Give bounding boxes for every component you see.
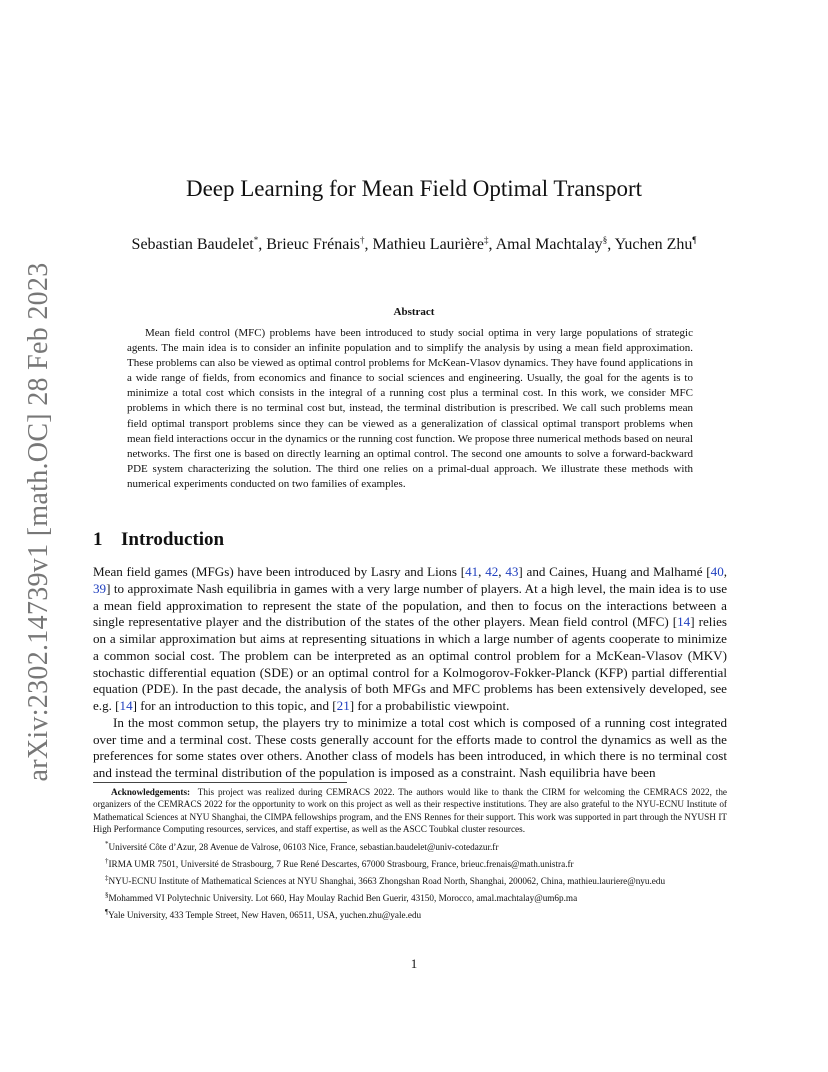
citation-link[interactable]: 43 bbox=[505, 564, 519, 579]
section-title: Introduction bbox=[121, 529, 225, 550]
intro-paragraph-1 bbox=[93, 564, 727, 715]
affiliation-text: NYU-ECNU Institute of Mathematical Sciences at NYU Shanghai, 3663 Zhongshan Road North, Shanghai, 200062, China, mathieu.lauriere@nyu.edu bbox=[108, 875, 666, 886]
citation-link[interactable]: 40 bbox=[710, 564, 724, 579]
section-heading bbox=[93, 529, 224, 551]
abstract-text: Mean field control (MFC) problems have been introduced to study social optima in very large populations of strategic agents. The main idea is to consider an infinite population and to simplify the analysis by using a mean field approximation. These problems can also be viewed as optimal control problems for McKean-Vlasov dynamics. They have found applications in a wide range of fields, from economics and finance to social sciences and engineering. Usually, the goal for the agents is to minimize a total cost which consists in the integral of a running cost plus a terminal cost. In this work, we consider MFC problems in which there is no terminal cost but, instead, the terminal distribution is prescribed. We call such problems mean field optimal transport problems since they can be viewed as a generalization of classical optimal transport problems when mean field interactions occur in the dynamics or the running cost function. We propose three numerical methods based on neural networks. The first one is based on directly learning an optimal control. The second one amounts to solve a forward-backward PDE system characterizing the solution. The third one relies on a primal-dual approach. We illustrate these methods with numerical experiments conducted on two families of examples. bbox=[127, 327, 693, 490]
paragraph-text: ] for a probabilistic viewpoint. bbox=[349, 698, 510, 713]
paragraph-text: ] to approximate Nash equilibria in games with a very large number of players. At a high level, the main idea is to use a mean field approximation to represent the state of the population, and then to focus on the interactions between a single representative player and the distribution of the states of the other players. Mean field control (MFC) [ bbox=[93, 580, 727, 630]
paragraph-text: Mean field games (MFGs) have been introduced by Lasry and Lions [ bbox=[93, 564, 466, 579]
footnote-mark: ‡ bbox=[105, 873, 109, 882]
affiliation-footnote bbox=[93, 906, 727, 921]
paragraph-text: ] for an introduction to this topic, and [ bbox=[132, 698, 337, 713]
author-name: Yuchen Zhu bbox=[614, 236, 693, 253]
acknowledgements-text: This project was realized during CEMRACS 2022. The authors would like to thank the CIRM for welcoming the CEMRACS 2022, the organizers of the CEMRACS 2022 for the opportunity to work on this project as well as their respective institutions. They are also grateful to the NYU-ECNU Institute of Mathematical Sciences at NYU Shanghai, the CIMPA fellowships program, and the ENS Rennes for their support. This work was supported in part through the NYUSH IT High Performance Computing resources, services, and staff expertise, as well as the ASCC Toubkal cluster resources. bbox=[93, 787, 727, 835]
page-number: 1 bbox=[410, 956, 418, 971]
author-footnote-mark: ‡ bbox=[483, 235, 489, 245]
affiliation-text: IRMA UMR 7501, Université de Strasbourg, 7 Rue René Descartes, 67000 Strasbourg, France, brieuc.frenais@math.unistra.fr bbox=[108, 858, 574, 869]
arxiv-identifier: arXiv:2302.14739v1 [math.OC] 28 Feb 2023 bbox=[23, 262, 54, 782]
paragraph-text: ] relies on a similar approximation but aims at representing situations in which a large number of agents cooperate to minimize a common social cost. The problem can be interpreted as an optimal control problem for a McKean-Vlasov (MKV) stochastic differential equation (SDE) or an optimal control for a Kolmogorov-Fokker-Planck (KFP) partial differential equation (PDE). In the past decade, the analysis of both MFGs and MFC problems has been extensively developed, see e.g. [ bbox=[93, 614, 727, 713]
footnote-rule bbox=[93, 782, 347, 783]
section-number: 1 bbox=[93, 529, 103, 550]
citation-link[interactable]: 42 bbox=[485, 564, 499, 579]
affiliation-text: Yale University, 433 Temple Street, New Haven, 06511, USA, yuchen.zhu@yale.edu bbox=[108, 909, 422, 920]
intro-paragraph-2: In the most common setup, the players try to minimize a total cost which is composed of a running cost integrated over time and a terminal cost. These costs generally account for the efforts made to control the dynamics as well as the preferences for some states over others. Another class of models has been introduced, in which there is no terminal cost and instead the terminal distribution of the population is imposed as a constraint. Nash equilibria have been bbox=[93, 714, 727, 780]
author-footnote-mark: ¶ bbox=[692, 235, 697, 245]
author-name: Sebastian Baudelet bbox=[131, 236, 254, 253]
affiliation-list bbox=[93, 838, 727, 921]
author-footnote-mark: † bbox=[359, 235, 365, 245]
author-name: Mathieu Laurière bbox=[372, 236, 484, 253]
affiliation-footnote bbox=[93, 838, 727, 853]
author-name: Amal Machtalay bbox=[495, 236, 603, 253]
author-footnote-mark: § bbox=[602, 235, 608, 245]
body-text bbox=[93, 564, 727, 782]
arxiv-stamp-container bbox=[24, 262, 54, 782]
author-footnote-mark: * bbox=[253, 235, 259, 245]
author-separator: , bbox=[607, 236, 615, 253]
paragraph-text: , bbox=[478, 564, 486, 579]
footnotes bbox=[93, 786, 727, 922]
author-name: Brieuc Frénais bbox=[266, 236, 360, 253]
footnote-mark: ¶ bbox=[105, 907, 109, 916]
author-separator: , bbox=[488, 236, 496, 253]
footnote-mark: * bbox=[105, 839, 109, 848]
citation-link[interactable]: 21 bbox=[336, 698, 350, 713]
citation-link[interactable]: 14 bbox=[119, 698, 133, 713]
acknowledgements-label: Acknowledgements: bbox=[111, 787, 191, 797]
author-separator: , bbox=[258, 236, 267, 253]
footnote-mark: † bbox=[105, 856, 109, 865]
citation-link[interactable]: 14 bbox=[677, 614, 691, 630]
affiliation-text: Université Côte d’Azur, 28 Avenue de Valrose, 06103 Nice, France, sebastian.baudelet@univ-cotedazur.fr bbox=[108, 841, 499, 852]
affiliation-text: Mohammed VI Polytechnic University. Lot 660, Hay Moulay Rachid Ben Guerir, 43150, Morocco, amal.machtalay@um6p.ma bbox=[108, 892, 578, 903]
author-separator: , bbox=[364, 236, 373, 253]
paragraph-text: , bbox=[498, 564, 506, 579]
acknowledgements bbox=[93, 786, 727, 836]
paragraph-text: ] and Caines, Huang and Malhamé [ bbox=[518, 564, 711, 579]
citation-link[interactable]: 39 bbox=[93, 580, 107, 596]
footnote-mark: § bbox=[105, 890, 109, 899]
affiliation-footnote bbox=[93, 889, 727, 904]
affiliation-footnote bbox=[93, 872, 727, 887]
abstract-heading: Abstract bbox=[393, 306, 435, 318]
citation-link[interactable]: 41 bbox=[465, 564, 479, 579]
paper-title: Deep Learning for Mean Field Optimal Transport bbox=[185, 176, 643, 201]
author-list bbox=[0, 236, 828, 254]
paragraph-text: , bbox=[723, 564, 728, 579]
affiliation-footnote bbox=[93, 855, 727, 870]
